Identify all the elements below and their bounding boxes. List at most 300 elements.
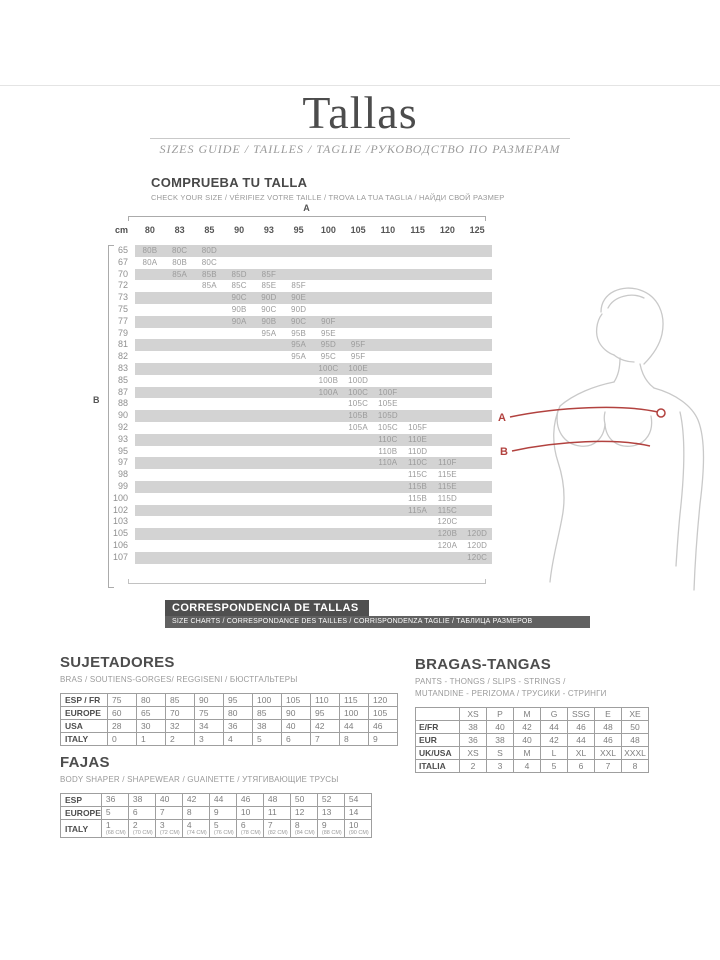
size-cell-empty: [135, 540, 165, 552]
size-cell: 120A: [437, 540, 458, 550]
size-cell-empty: [224, 505, 254, 517]
size-cell-empty: [254, 481, 284, 493]
size-cell-empty: [224, 493, 254, 505]
size-value: 95: [311, 707, 340, 720]
size-cell-empty: [135, 446, 165, 458]
size-value-number: 4: [186, 820, 192, 830]
column-header: XE: [622, 708, 649, 721]
size-value-caption: (82 CM): [267, 830, 288, 836]
size-cell-empty: [165, 339, 195, 351]
size-cell-empty: [343, 446, 373, 458]
size-value: 5: [101, 807, 128, 820]
table-row: [61, 733, 398, 746]
size-cell-empty: [373, 316, 403, 328]
shapewear-subheading: BODY SHAPER / SHAPEWEAR / GUAINETTE / УТЯГИВАЮЩИЕ ТРУСЫ: [60, 775, 339, 784]
size-cell-empty: [373, 292, 403, 304]
size-cell-empty: [284, 387, 314, 399]
size-cell: 115A: [408, 505, 428, 515]
matrix-row-label: 107: [112, 551, 128, 562]
size-cell-empty: [165, 493, 195, 505]
size-cell: 115E: [437, 470, 457, 480]
size-cell-empty: [343, 434, 373, 446]
size-cell: 115E: [437, 481, 457, 491]
matrix-row-cells: [135, 481, 492, 493]
size-cell-empty: [373, 257, 403, 269]
matrix-row: [95, 280, 490, 292]
matrix-row: [95, 292, 490, 304]
row-label: EUROPE: [61, 707, 108, 720]
size-cell-empty: [284, 269, 314, 281]
size-cell: 115D: [437, 493, 458, 503]
size-value: 8: [622, 760, 649, 773]
size-cell-empty: [224, 398, 254, 410]
matrix-row: [95, 434, 490, 446]
size-value: 120: [369, 694, 398, 707]
size-cell-empty: [284, 245, 314, 257]
size-cell: 110F: [438, 458, 457, 468]
pants-thongs-section: [415, 656, 649, 773]
size-cell-empty: [165, 304, 195, 316]
size-charts-banner-subtitle: SIZE CHARTS / CORRESPONDANCE DES TAILLES / CORRISPONDENZA TAGLIE / ТАБЛИЦА РАЗМЕРОВ: [165, 616, 590, 628]
size-cell-empty: [373, 552, 403, 564]
size-cell: 110B: [378, 446, 398, 456]
size-cell-empty: [135, 387, 165, 399]
matrix-row-cells: [135, 292, 492, 304]
size-cell-empty: [373, 375, 403, 387]
size-cell-empty: [403, 387, 433, 399]
matrix-row-cells: [135, 269, 492, 281]
row-label: ITALIA: [416, 760, 460, 773]
size-matrix-bottom-rule: [128, 579, 486, 584]
size-value: 14: [344, 807, 371, 820]
size-cell-empty: [314, 269, 344, 281]
size-cell-empty: [224, 552, 254, 564]
size-value: 38: [253, 720, 282, 733]
size-value: [263, 820, 290, 838]
matrix-row-label: 85: [117, 374, 128, 385]
axis-b-bracket: [108, 245, 114, 588]
size-cell-empty: [165, 446, 195, 458]
matrix-row: [95, 257, 490, 269]
size-matrix-header: [95, 225, 490, 239]
size-cell-empty: [373, 269, 403, 281]
size-value: 70: [166, 707, 195, 720]
unit-label: cm: [114, 225, 128, 235]
size-cell: 90D: [261, 293, 277, 303]
page-title: Tallas: [302, 87, 418, 138]
size-cell-empty: [314, 446, 344, 458]
size-cell-empty: [135, 457, 165, 469]
size-value: 40: [487, 721, 514, 734]
size-cell-empty: [254, 375, 284, 387]
matrix-row-label: 82: [117, 351, 128, 362]
size-cell-empty: [433, 328, 463, 340]
size-value: 42: [311, 720, 340, 733]
size-cell-empty: [224, 481, 254, 493]
matrix-row-label: 72: [117, 280, 128, 291]
size-cell-empty: [165, 516, 195, 528]
size-cell-empty: [284, 434, 314, 446]
check-size-subheading: CHECK YOUR SIZE / VÉRIFIEZ VOTRE TAILLE / TROVA LA TUA TAGLIA / НАЙДИ СВОЙ РАЗМЕР: [151, 193, 505, 202]
matrix-column-header: 80: [144, 225, 155, 235]
size-value: 52: [317, 794, 344, 807]
size-cell-empty: [462, 422, 492, 434]
size-cell-empty: [314, 528, 344, 540]
size-value: 7: [311, 733, 340, 746]
size-value: 46: [568, 721, 595, 734]
size-cell-empty: [195, 363, 225, 375]
size-value: 8: [182, 807, 209, 820]
size-value: 2: [460, 760, 487, 773]
size-cell: 80B: [172, 257, 188, 267]
size-cell-empty: [403, 375, 433, 387]
size-cell-empty: [433, 398, 463, 410]
table-row: [61, 807, 372, 820]
size-cell-empty: [195, 292, 225, 304]
size-value: M: [514, 747, 541, 760]
size-cell: 120C: [467, 552, 488, 562]
size-cell-empty: [224, 434, 254, 446]
size-cell-empty: [135, 516, 165, 528]
size-value: 44: [568, 734, 595, 747]
size-value: 46: [369, 720, 398, 733]
size-cell-empty: [373, 540, 403, 552]
table-row: [416, 747, 649, 760]
matrix-row: [95, 422, 490, 434]
size-cell: 95C: [320, 352, 337, 362]
matrix-row-cells: [135, 280, 492, 292]
matrix-row-cells: [135, 410, 492, 422]
size-cell: 85D: [231, 269, 247, 279]
size-cell: 90F: [321, 316, 336, 326]
size-cell: 95D: [320, 340, 337, 350]
pants-subheading-1: PANTS - THONGS / SLIPS - STRINGS /: [415, 677, 566, 686]
size-value: 7: [155, 807, 182, 820]
size-cell-empty: [135, 505, 165, 517]
size-value: 50: [622, 721, 649, 734]
size-cell-empty: [343, 457, 373, 469]
row-label: E/FR: [416, 721, 460, 734]
size-cell-empty: [135, 304, 165, 316]
size-cell-empty: [343, 245, 373, 257]
size-cell-empty: [462, 257, 492, 269]
table-row: [61, 707, 398, 720]
row-label: USA: [61, 720, 108, 733]
size-value: 105: [369, 707, 398, 720]
size-cell-empty: [254, 469, 284, 481]
row-label: ESP / FR: [61, 694, 108, 707]
size-cell: 90B: [261, 316, 277, 326]
matrix-row-cells: [135, 328, 492, 340]
size-cell-empty: [462, 292, 492, 304]
size-cell-empty: [254, 363, 284, 375]
size-value: XXL: [595, 747, 622, 760]
matrix-row: [95, 457, 490, 469]
size-cell-empty: [165, 280, 195, 292]
size-value: [290, 820, 317, 838]
size-value: 100: [253, 694, 282, 707]
matrix-row-label: 102: [112, 504, 128, 515]
row-label: EUROPE: [61, 807, 102, 820]
size-value: 42: [182, 794, 209, 807]
matrix-row-label: 75: [117, 303, 128, 314]
size-cell-empty: [373, 469, 403, 481]
axis-a-bracket: [128, 216, 486, 221]
size-cell-empty: [284, 493, 314, 505]
size-value: S: [487, 747, 514, 760]
size-value: 44: [541, 721, 568, 734]
size-cell-empty: [462, 269, 492, 281]
size-value: [155, 820, 182, 838]
size-cell-empty: [462, 375, 492, 387]
page-subtitle: SIZES GUIDE / TAILLES / TAGLIE /РУКОВОДСТВО ПО РАЗМЕРАМ: [159, 142, 561, 156]
matrix-row: [95, 528, 490, 540]
size-cell-empty: [224, 363, 254, 375]
size-value: 46: [595, 734, 622, 747]
size-cell-empty: [373, 516, 403, 528]
size-cell-empty: [224, 375, 254, 387]
matrix-column-header: 110: [380, 225, 396, 235]
size-value-caption: (88 CM): [321, 830, 342, 836]
matrix-column-header: 95: [293, 225, 304, 235]
size-cell-empty: [314, 257, 344, 269]
size-cell-empty: [433, 257, 463, 269]
size-cell-empty: [284, 410, 314, 422]
size-cell-empty: [343, 528, 373, 540]
size-cell-empty: [462, 446, 492, 458]
matrix-column-header: 85: [204, 225, 215, 235]
matrix-row: [95, 339, 490, 351]
shapewear-conversion-table: [60, 793, 372, 838]
size-value-number: 2: [132, 820, 138, 830]
size-cell-empty: [433, 351, 463, 363]
table-header-row: [416, 708, 649, 721]
size-cell-empty: [195, 481, 225, 493]
size-cell-empty: [135, 469, 165, 481]
size-cell-empty: [165, 457, 195, 469]
matrix-row-label: 77: [117, 315, 128, 326]
size-value: 48: [595, 721, 622, 734]
size-cell: 120B: [437, 529, 458, 539]
size-value-caption: (84 CM): [294, 830, 315, 836]
size-cell-empty: [403, 280, 433, 292]
size-cell: 105E: [378, 399, 398, 409]
size-cell-empty: [343, 540, 373, 552]
size-cell: 120C: [437, 517, 458, 527]
size-cell-empty: [195, 398, 225, 410]
size-cell-empty: [195, 540, 225, 552]
size-cell-empty: [314, 552, 344, 564]
size-value: 48: [622, 734, 649, 747]
size-value: 9: [209, 807, 236, 820]
size-value-number: 6: [240, 820, 246, 830]
size-cell-empty: [403, 516, 433, 528]
size-cell-empty: [284, 481, 314, 493]
size-value: [182, 820, 209, 838]
size-cell: 120D: [467, 540, 488, 550]
size-cell-empty: [373, 505, 403, 517]
size-value: XL: [568, 747, 595, 760]
size-cell-empty: [403, 351, 433, 363]
size-cell-empty: [462, 304, 492, 316]
matrix-row-cells: [135, 422, 492, 434]
size-cell-empty: [314, 292, 344, 304]
size-cell-empty: [373, 351, 403, 363]
matrix-row-label: 79: [117, 327, 128, 338]
size-value: 36: [101, 794, 128, 807]
size-cell-empty: [403, 398, 433, 410]
column-header: [416, 708, 460, 721]
size-value: 5: [541, 760, 568, 773]
matrix-row: [95, 245, 490, 257]
size-value: 80: [224, 707, 253, 720]
size-cell-empty: [433, 245, 463, 257]
matrix-row-label: 100: [112, 492, 128, 503]
size-value: 0: [108, 733, 137, 746]
size-cell: 85B: [201, 269, 217, 279]
size-cell-empty: [403, 304, 433, 316]
size-cell-empty: [373, 363, 403, 375]
size-cell-empty: [343, 328, 373, 340]
matrix-row-label: 106: [112, 539, 128, 550]
matrix-row-label: 98: [117, 469, 128, 480]
size-cell: 100B: [318, 375, 339, 385]
size-cell: 90A: [231, 316, 247, 326]
size-value: 65: [137, 707, 166, 720]
tape-loop-icon: [657, 409, 665, 417]
matrix-row: [95, 375, 490, 387]
size-cell-empty: [254, 446, 284, 458]
matrix-row: [95, 446, 490, 458]
table-row: [416, 721, 649, 734]
size-cell: 105B: [348, 411, 368, 421]
size-value-number: 3: [159, 820, 165, 830]
matrix-row: [95, 304, 490, 316]
size-value: 11: [263, 807, 290, 820]
size-cell-empty: [254, 410, 284, 422]
size-cell-empty: [343, 516, 373, 528]
size-cell-empty: [284, 398, 314, 410]
size-cell: 110A: [378, 458, 398, 468]
size-cell-empty: [314, 516, 344, 528]
size-cell-empty: [165, 398, 195, 410]
row-label: UK/USA: [416, 747, 460, 760]
size-cell-empty: [165, 552, 195, 564]
size-value: 85: [253, 707, 282, 720]
size-cell-empty: [314, 280, 344, 292]
size-cell: 100A: [318, 387, 339, 397]
size-cell-empty: [314, 410, 344, 422]
size-cell-empty: [284, 363, 314, 375]
check-size-heading: COMPRUEBA TU TALLA: [151, 175, 308, 190]
matrix-row-label: 67: [117, 256, 128, 267]
size-cell: 85F: [261, 269, 277, 279]
size-cell-empty: [403, 328, 433, 340]
size-cell-empty: [165, 387, 195, 399]
size-cell: 100E: [348, 363, 368, 373]
size-cell-empty: [462, 351, 492, 363]
matrix-row-cells: [135, 505, 492, 517]
matrix-row-cells: [135, 493, 492, 505]
size-cell-empty: [373, 339, 403, 351]
size-cell-empty: [462, 245, 492, 257]
matrix-row-label: 81: [117, 339, 128, 350]
size-cell-empty: [433, 410, 463, 422]
matrix-row-cells: [135, 387, 492, 399]
size-cell-empty: [224, 516, 254, 528]
size-cell-empty: [224, 422, 254, 434]
size-cell-empty: [165, 328, 195, 340]
size-cell-empty: [403, 339, 433, 351]
size-value: 115: [340, 694, 369, 707]
size-cell-empty: [224, 469, 254, 481]
matrix-row-cells: [135, 316, 492, 328]
size-cell-empty: [135, 552, 165, 564]
matrix-row-label: 65: [117, 245, 128, 255]
column-header: XS: [460, 708, 487, 721]
size-cell-empty: [195, 446, 225, 458]
matrix-column-header: 83: [174, 225, 185, 235]
size-cell: 95A: [261, 328, 277, 338]
size-cell-empty: [135, 280, 165, 292]
size-cell-empty: [195, 505, 225, 517]
size-cell-empty: [433, 422, 463, 434]
size-value: 95: [224, 694, 253, 707]
size-cell: 90E: [291, 293, 307, 303]
matrix-row: [95, 351, 490, 363]
size-value: 105: [282, 694, 311, 707]
size-cell-empty: [224, 457, 254, 469]
size-cell-empty: [165, 481, 195, 493]
column-header: P: [487, 708, 514, 721]
size-cell: 115C: [437, 505, 458, 515]
matrix-row: [95, 363, 490, 375]
size-cell-empty: [433, 269, 463, 281]
size-cell-empty: [254, 422, 284, 434]
row-label: EUR: [416, 734, 460, 747]
size-cell-empty: [135, 410, 165, 422]
title-divider: [150, 138, 570, 139]
size-value: 28: [108, 720, 137, 733]
size-value-caption: (74 CM): [186, 830, 207, 836]
size-value: XS: [460, 747, 487, 760]
size-cell: 80C: [201, 257, 218, 267]
size-value: 100: [340, 707, 369, 720]
matrix-row-cells: [135, 457, 492, 469]
matrix-row-label: 99: [117, 480, 128, 491]
size-cell-empty: [224, 257, 254, 269]
size-cell-empty: [195, 552, 225, 564]
size-cell: 90D: [290, 304, 307, 314]
size-value: 10: [236, 807, 263, 820]
size-cell-empty: [135, 351, 165, 363]
size-cell-empty: [195, 493, 225, 505]
size-cell-empty: [403, 410, 433, 422]
torso-outline: [550, 288, 704, 590]
size-value: 110: [311, 694, 340, 707]
size-value-caption: (72 CM): [159, 830, 180, 836]
size-cell-empty: [195, 339, 225, 351]
size-value: 5: [253, 733, 282, 746]
table-row: [61, 820, 372, 838]
size-cell-empty: [135, 269, 165, 281]
matrix-row-cells: [135, 469, 492, 481]
size-cell: 80A: [142, 257, 158, 267]
matrix-row: [95, 481, 490, 493]
size-cell-empty: [195, 516, 225, 528]
matrix-row-label: 95: [117, 445, 128, 456]
size-cell-empty: [284, 528, 314, 540]
